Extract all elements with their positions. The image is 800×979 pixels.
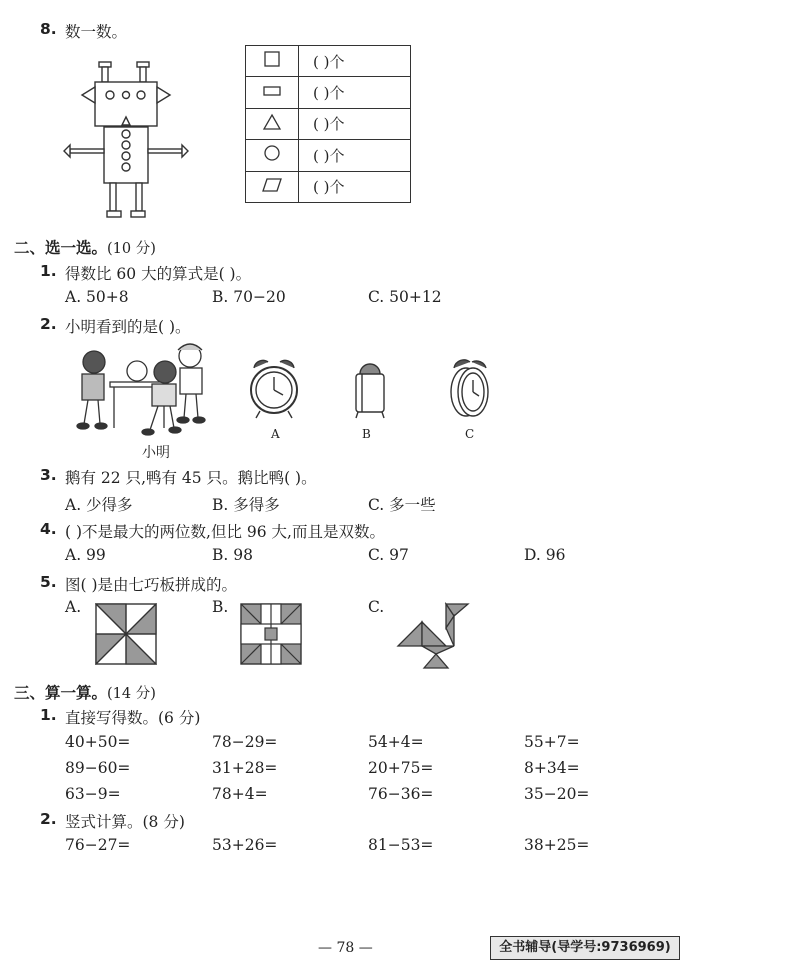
robot-hand-left [64,145,70,157]
table-row [246,171,411,202]
calc-problem[interactable]: 20+75= [368,759,434,777]
option-a[interactable]: A. 99 [65,546,106,564]
footer-badge: 全书辅导(导学号:9736969) [490,936,680,960]
calc-problem[interactable]: 78−29= [212,733,278,751]
option-b[interactable]: B. 98 [212,546,253,564]
calc-problem[interactable]: 8+34= [524,759,580,777]
robot-button [122,141,130,149]
clock-angled-view [446,354,492,422]
q2-1-text: 得数比 60 大的算式是( )。 [65,265,252,283]
robot-ear-right [157,87,170,103]
robot-leg-left [110,183,116,211]
section3-title: 三、算一算。(14 分) [14,684,156,702]
robot-hand-right [182,145,188,157]
label-b[interactable]: B [362,427,371,441]
calc-problem[interactable]: 63−9= [65,785,121,803]
triangle-icon [262,113,282,131]
option-c[interactable]: C. 50+12 [368,288,442,306]
parallelogram-icon [261,176,283,194]
q8-number: 8. [40,20,57,38]
option-b[interactable]: B. 70−20 [212,288,286,306]
answer-blank[interactable]: ( )个 [299,171,411,202]
q3-2-number: 2. [40,810,57,828]
robot-antenna-right-top [137,62,149,67]
answer-blank[interactable]: ( )个 [299,140,411,171]
robot-antenna-left-top [99,62,111,67]
robot-foot-right [131,211,145,217]
table-row [246,140,411,171]
calc-problem[interactable]: 55+7= [524,733,580,751]
table-row [246,77,411,108]
q2-5-number: 5. [40,573,57,591]
vertical-calc-problem[interactable]: 81−53= [368,836,434,854]
calc-problem[interactable]: 35−20= [524,785,590,803]
robot-eye-right [137,91,145,99]
robot-leg-right [136,183,142,211]
circle-icon [262,144,282,162]
answer-blank[interactable]: ( )个 [299,108,411,139]
q3-1-number: 1. [40,706,57,724]
q2-2-number: 2. [40,315,57,333]
q2-1-number: 1. [40,262,57,280]
xiaoming-head [154,361,176,383]
robot-ear-left [82,87,95,103]
robot-figure [60,55,190,225]
label-c[interactable]: C [465,427,475,441]
cross-puzzle-figure [240,603,302,665]
option-d[interactable]: D. 96 [524,546,566,564]
calc-problem[interactable]: 76−36= [368,785,434,803]
option-c[interactable]: C. 多一些 [368,496,436,514]
clock-side-view [350,360,390,422]
option-c[interactable]: C. 97 [368,546,409,564]
q8-title: 数一数。 [65,23,128,41]
label-c[interactable]: C. [368,598,385,616]
option-a[interactable]: A. 50+8 [65,288,129,306]
q3-2-text: 竖式计算。(8 分) [65,813,185,831]
label-a[interactable]: A [271,427,280,441]
children-clock-illustration [68,338,218,440]
robot-arm-left [70,149,104,153]
option-a[interactable]: A. 少得多 [65,496,133,514]
calc-problem[interactable]: 54+4= [368,733,424,751]
section2-title: 二、选一选。(10 分) [14,239,156,257]
q2-4-number: 4. [40,520,57,538]
clock-front-view [248,356,300,422]
calc-problem[interactable]: 31+28= [212,759,278,777]
vertical-calc-problem[interactable]: 53+26= [212,836,278,854]
label-a[interactable]: A. [65,598,82,616]
page-number: — 78 — [318,940,373,956]
robot-arm-right [148,149,182,153]
q2-2-text: 小明看到的是( )。 [65,318,191,336]
rectangle-icon [262,82,282,100]
robot-button [122,152,130,160]
q2-3-text: 鹅有 22 只,鸭有 45 只。鹅比鸭( )。 [65,469,317,487]
option-b[interactable]: B. 多得多 [212,496,280,514]
answer-blank[interactable]: ( )个 [299,46,411,77]
label-b[interactable]: B. [212,598,229,616]
square-icon [262,50,282,68]
robot-button [122,163,130,171]
robot-foot-left [107,211,121,217]
answer-blank[interactable]: ( )个 [299,77,411,108]
calc-problem[interactable]: 78+4= [212,785,268,803]
calc-problem[interactable]: 40+50= [65,733,131,751]
robot-nose [123,92,130,99]
robot-antenna-left [102,67,108,82]
robot-button [122,130,130,138]
count-table [245,45,411,203]
boy-head [83,351,105,373]
pinwheel-puzzle-figure [95,603,157,665]
calc-problem[interactable]: 89−60= [65,759,131,777]
q2-3-number: 3. [40,466,57,484]
table-clock [127,361,147,381]
robot-eye-left [106,91,114,99]
vertical-calc-problem[interactable]: 38+25= [524,836,590,854]
table-row [246,46,411,77]
q3-1-text: 直接写得数。(6 分) [65,709,201,727]
q2-5-text: 图( )是由七巧板拼成的。 [65,576,238,594]
vertical-calc-problem[interactable]: 76−27= [65,836,131,854]
robot-antenna-right [140,67,146,82]
table-row [246,108,411,139]
q2-4-text: ( )不是最大的两位数,但比 96 大,而且是双数。 [65,523,385,541]
bird-puzzle-figure [396,602,472,670]
xiaoming-label: 小明 [142,445,170,461]
